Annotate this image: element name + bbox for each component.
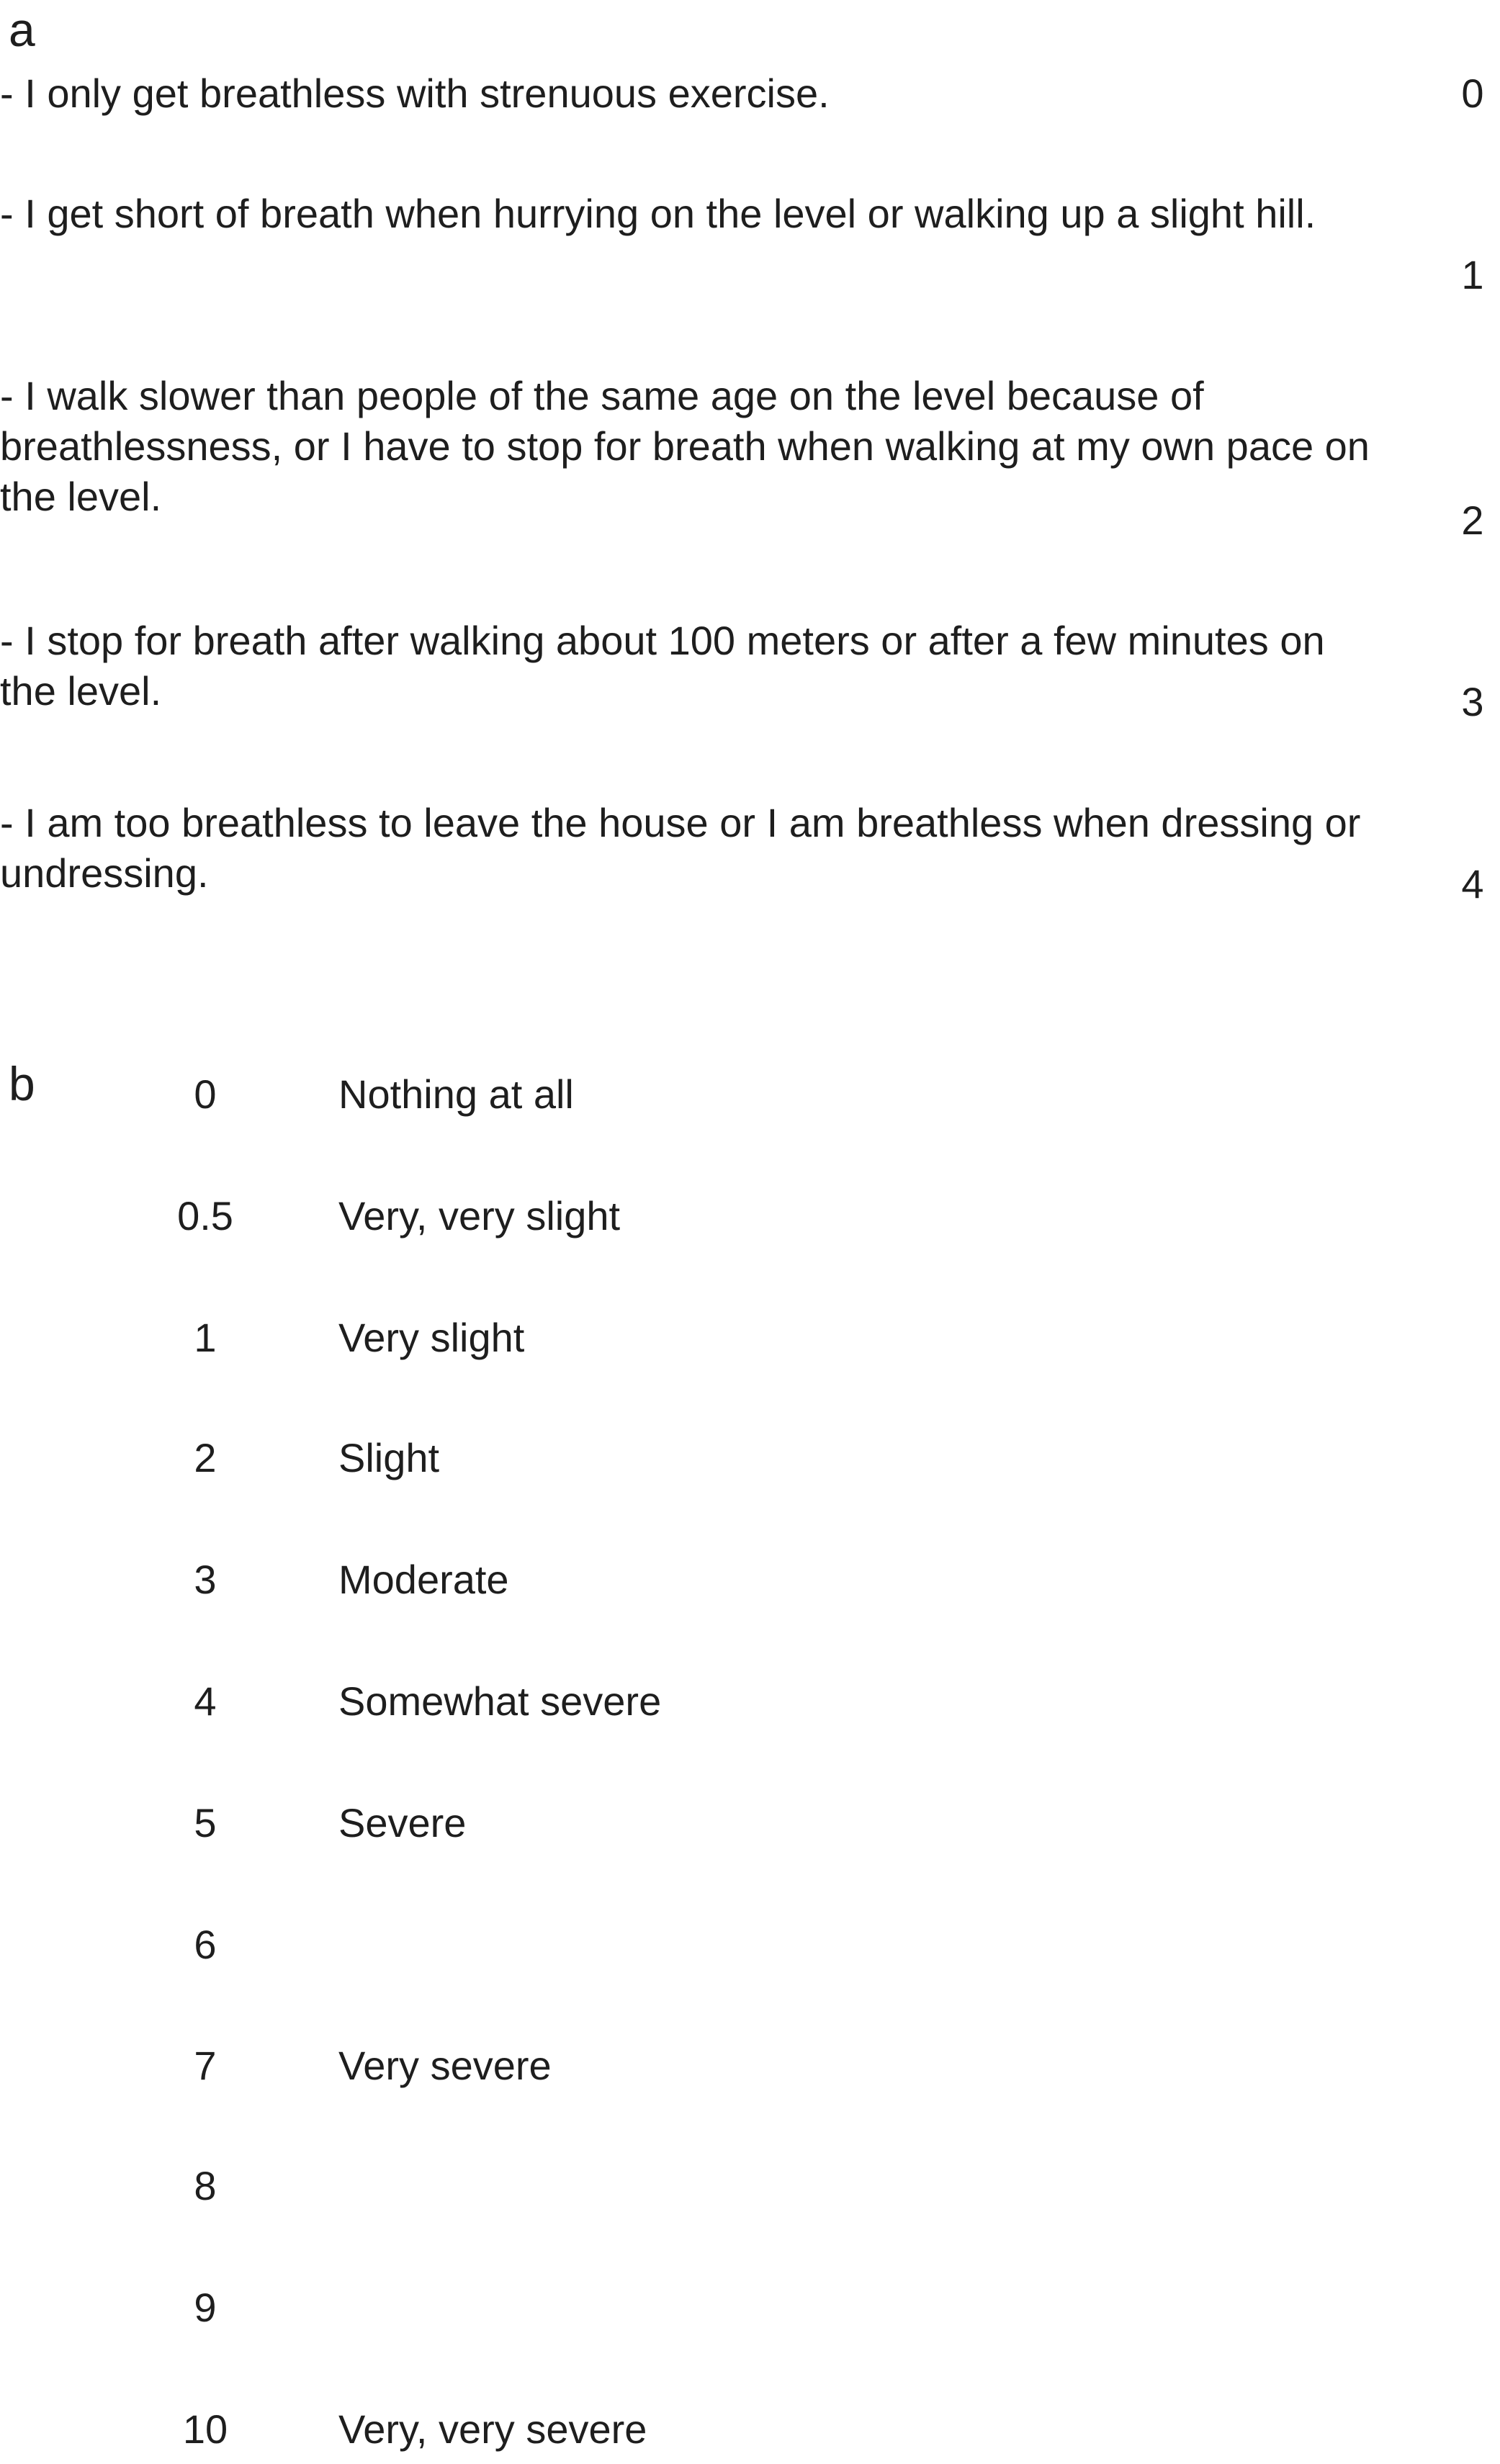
mrc-item-4-text: - I am too breathless to leave the house or I am breathless when dressing or undressing. (0, 800, 1361, 896)
mrc-item-3-grade: 3 (1461, 679, 1484, 724)
borg-description-0: Nothing at all (338, 1071, 574, 1117)
borg-score-8: 8 (194, 2163, 217, 2208)
borg-score-5: 5 (194, 1800, 217, 1845)
mrc-item-2-text: - I walk slower than people of the same age on the level because of breathlessness, or I have to stop for breath when walking at my own pace on the level. (0, 373, 1370, 519)
borg-score-0-5: 0.5 (177, 1193, 233, 1238)
borg-score-3: 3 (194, 1557, 217, 1602)
mrc-item-3-text: - I stop for breath after walking about 100 meters or after a few minutes on the level. (0, 618, 1325, 714)
panel-a-label: a (9, 3, 35, 56)
borg-score-4: 4 (194, 1678, 217, 1724)
borg-score-2: 2 (194, 1435, 217, 1480)
borg-description-10: Very, very severe (338, 2406, 647, 2452)
mrc-item-0-text: - I only get breathless with strenuous exercise. (0, 71, 830, 116)
borg-score-6: 6 (194, 1922, 217, 1967)
mrc-item-1-grade: 1 (1461, 252, 1484, 297)
borg-description-2: Slight (338, 1435, 440, 1480)
panel-b-label: b (9, 1057, 35, 1110)
borg-description-7: Very severe (338, 2043, 552, 2088)
borg-description-1: Very slight (338, 1315, 525, 1360)
borg-description-3: Moderate (338, 1557, 509, 1602)
borg-description-4: Somewhat severe (338, 1678, 662, 1724)
borg-score-7: 7 (194, 2043, 217, 2088)
mrc-item-1-text: - I get short of breath when hurrying on the level or walking up a slight hill. (0, 191, 1316, 236)
borg-score-9: 9 (194, 2285, 217, 2330)
borg-description-5: Severe (338, 1800, 467, 1845)
mrc-item-4-grade: 4 (1461, 861, 1484, 907)
borg-score-1: 1 (194, 1315, 217, 1360)
mrc-item-0-grade: 0 (1461, 71, 1484, 116)
borg-description-0-5: Very, very slight (338, 1193, 621, 1238)
borg-score-10: 10 (182, 2406, 228, 2452)
mrc-item-2-grade: 2 (1461, 498, 1484, 543)
borg-score-0: 0 (194, 1071, 217, 1117)
